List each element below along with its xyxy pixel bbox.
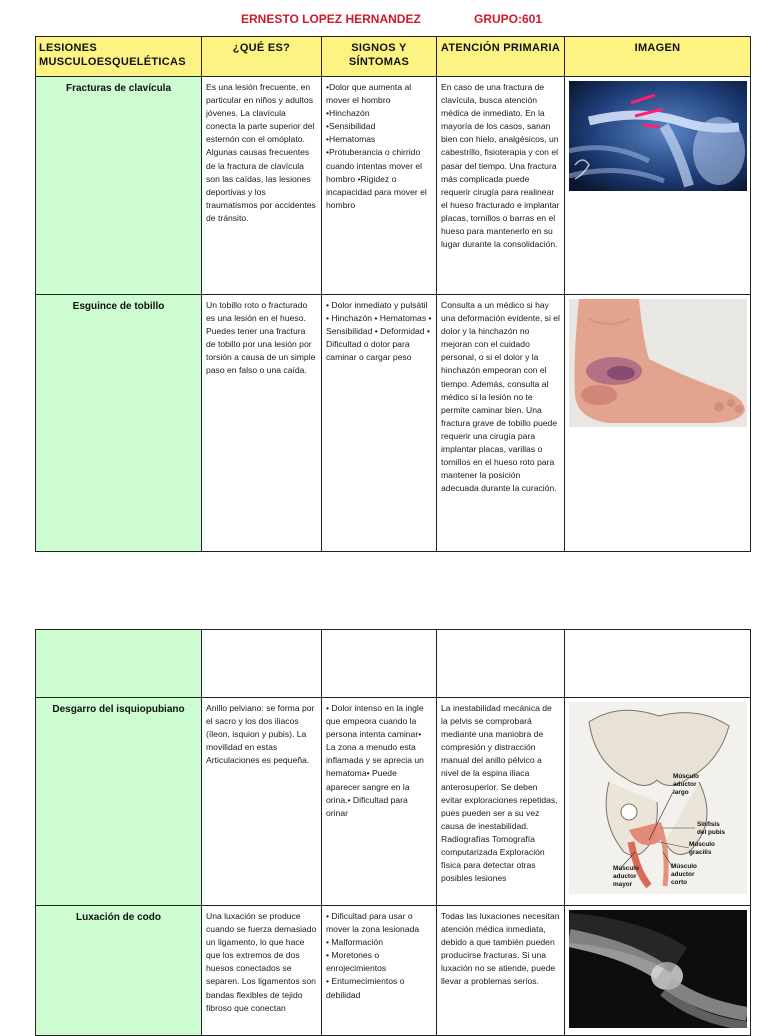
definition-text: Una luxación se produce cuando se fuerza demasiado un ligamento, lo que hace que los extremos de dos huesos conectados se separen. Los ligamentos son bandas flexibles de tejido fibroso que conectan bbox=[206, 911, 317, 1013]
care-cell bbox=[437, 77, 565, 295]
injury-name: Fracturas de clavícula bbox=[36, 77, 202, 295]
symptom-item: •Protuberancia o chirrido cuando intentas mover el hombro •Rigidez o incapacidad para mover el hombro bbox=[326, 147, 427, 210]
symptoms-cell bbox=[322, 77, 437, 295]
symptoms-cell bbox=[322, 295, 437, 552]
table-row bbox=[36, 295, 751, 552]
definition-text: Un tobillo roto o fracturado es una lesión en el hueso. Puedes tener una fractura de tobillo por una lesión por torsión a causa de un simple paso en falso o una caída. bbox=[206, 300, 316, 376]
care-text: En caso de una fractura de clavícula, busca atención médica de inmediato. En la mayoría de los casos, sanan bien con hielo, analgésicos, un cabestrillo, fisioterapia y con el pasar del tiempo. Una fractura más complicada puede requerir cirugía para realinear el hueso fracturado e implantar placas, tornillos o barras en el hueso para mantenerlo en su lugar durante la consolidación. bbox=[441, 82, 560, 250]
empty-cell bbox=[565, 630, 751, 698]
empty-cell bbox=[322, 630, 437, 698]
symptom-item: •Dolor que aumenta al mover el hombro bbox=[326, 82, 412, 106]
injury-name: Desgarro del isquiopubiano bbox=[36, 698, 202, 906]
image-cell bbox=[565, 295, 751, 552]
symptom-item: • Dolor inmediato y pulsátil • Hinchazón • Hematomas • Sensibilidad • Deformidad • Dificultad o dolor para caminar o cargar peso bbox=[326, 300, 432, 363]
empty-cell bbox=[36, 630, 202, 698]
empty-cell bbox=[437, 630, 565, 698]
symptom-item: • Dificultad para usar o mover la zona lesionada bbox=[326, 911, 420, 935]
symptom-item: • Malformación bbox=[326, 937, 383, 948]
care-cell bbox=[437, 295, 565, 552]
elbow-xray-image bbox=[569, 910, 747, 1028]
definition-cell bbox=[202, 906, 322, 1036]
image-cell bbox=[565, 77, 751, 295]
symptom-item: • Moretones o enrojecimientos bbox=[326, 950, 387, 974]
col-header-imagen: IMAGEN bbox=[565, 37, 751, 77]
care-text: La inestabilidad mecánica de la pelvis se comprobará mediante una maniobra de compresión y distracción manual del anillo pélvico a nivel de la espina iliaca anterosuperior. Se deben evitar exploraciones repetidas, pues pueden ser a su vez causa de inestabilidad. Radiografías Tomografía computarizada Exploración física para detectar otras posibles lesiones bbox=[441, 703, 558, 884]
symptom-item: • Entumecimientos o debilidad bbox=[326, 976, 405, 1000]
image-cell bbox=[565, 906, 751, 1036]
injuries-table-bottom bbox=[35, 629, 751, 1036]
care-text: Consulta a un médico si hay una deformación evidente, si el dolor y la hinchazón no mejoran con el cuidado personal, o si el dolor y la hinchazón empeoran con el tiempo. Además, consulta al médico si la lesión no te permite caminar bien. Una fractura grave de tobillo puede requerir una cirugía para implantar placas, varillas o tornillos en el hueso roto para mantener la posición adecuada durante la curación. bbox=[441, 300, 560, 494]
definition-text: Es una lesión frecuente, en particular en niños y adultos jóvenes. La clavícula conecta la parte superior del esternón con el omóplato. Algunas causas frecuentes de la fractura de clavícula son las caídas, las lesiones deportivas y los traumatismos por accidentes de tránsito. bbox=[206, 82, 316, 223]
care-cell bbox=[437, 906, 565, 1036]
label-gracilis: Músculo gracilis bbox=[689, 841, 715, 856]
label-aductor-corto: Músculo aductor corto bbox=[671, 863, 697, 886]
care-cell bbox=[437, 698, 565, 906]
ankle-bruise-image bbox=[569, 299, 747, 427]
col-header-signos: SIGNOS Y SÍNTOMAS bbox=[322, 37, 437, 77]
symptom-item: •Hinchazón bbox=[326, 108, 370, 119]
empty-cell bbox=[202, 630, 322, 698]
symptom-item: •Hematomas bbox=[326, 134, 376, 145]
col-header-lesiones: LESIONES MUSCULOESQUELÉTICAS bbox=[36, 37, 202, 77]
label-aductor-largo: Músculo aductor largo bbox=[673, 773, 699, 796]
label-sinfisis: Sínfisis del pubis bbox=[697, 821, 726, 836]
definition-text: Anillo pelviano: se forma por el sacro y los dos iliacos (íleon, isquion y pubis). La movilidad en estas Articulaciones es pequeña. bbox=[206, 703, 315, 766]
group-label: GRUPO:601 bbox=[474, 12, 543, 26]
table-row bbox=[36, 77, 751, 295]
definition-cell bbox=[202, 295, 322, 552]
page-header bbox=[0, 12, 768, 32]
injury-name: Luxación de codo bbox=[36, 906, 202, 1036]
care-text: Todas las luxaciones necesitan atención médica inmediata, debido a que también pueden producirse fracturas. Si una luxación no se atiende, puede llevar a problemas serios. bbox=[441, 911, 560, 987]
pelvis-diagram-image bbox=[569, 702, 747, 894]
table-header-row-empty bbox=[36, 630, 751, 698]
symptom-item: • Dolor intenso en la ingle que empeora cuando la persona intenta caminar• La zona a menudo esta inflamada y se aprecia un hematoma• Puede aparecer sangre en la orina.• Dificultad para orinar bbox=[326, 703, 424, 818]
injuries-table-top bbox=[35, 36, 751, 552]
col-header-atencion: ATENCIÓN PRIMARIA bbox=[437, 37, 565, 77]
table-row bbox=[36, 906, 751, 1036]
label-aductor-mayor: Músculo aductor mayor bbox=[613, 865, 639, 888]
symptom-item: •Sensibilidad bbox=[326, 121, 376, 132]
table-header-row bbox=[36, 37, 751, 77]
table-row bbox=[36, 698, 751, 906]
definition-cell bbox=[202, 77, 322, 295]
injury-name: Esguince de tobillo bbox=[36, 295, 202, 552]
definition-cell bbox=[202, 698, 322, 906]
clavicle-xray-image bbox=[569, 81, 747, 191]
author-name: ERNESTO LOPEZ HERNANDEZ bbox=[241, 12, 421, 26]
symptoms-cell bbox=[322, 698, 437, 906]
col-header-que-es: ¿QUÉ ES? bbox=[202, 37, 322, 77]
image-cell bbox=[565, 698, 751, 906]
symptoms-cell bbox=[322, 906, 437, 1036]
